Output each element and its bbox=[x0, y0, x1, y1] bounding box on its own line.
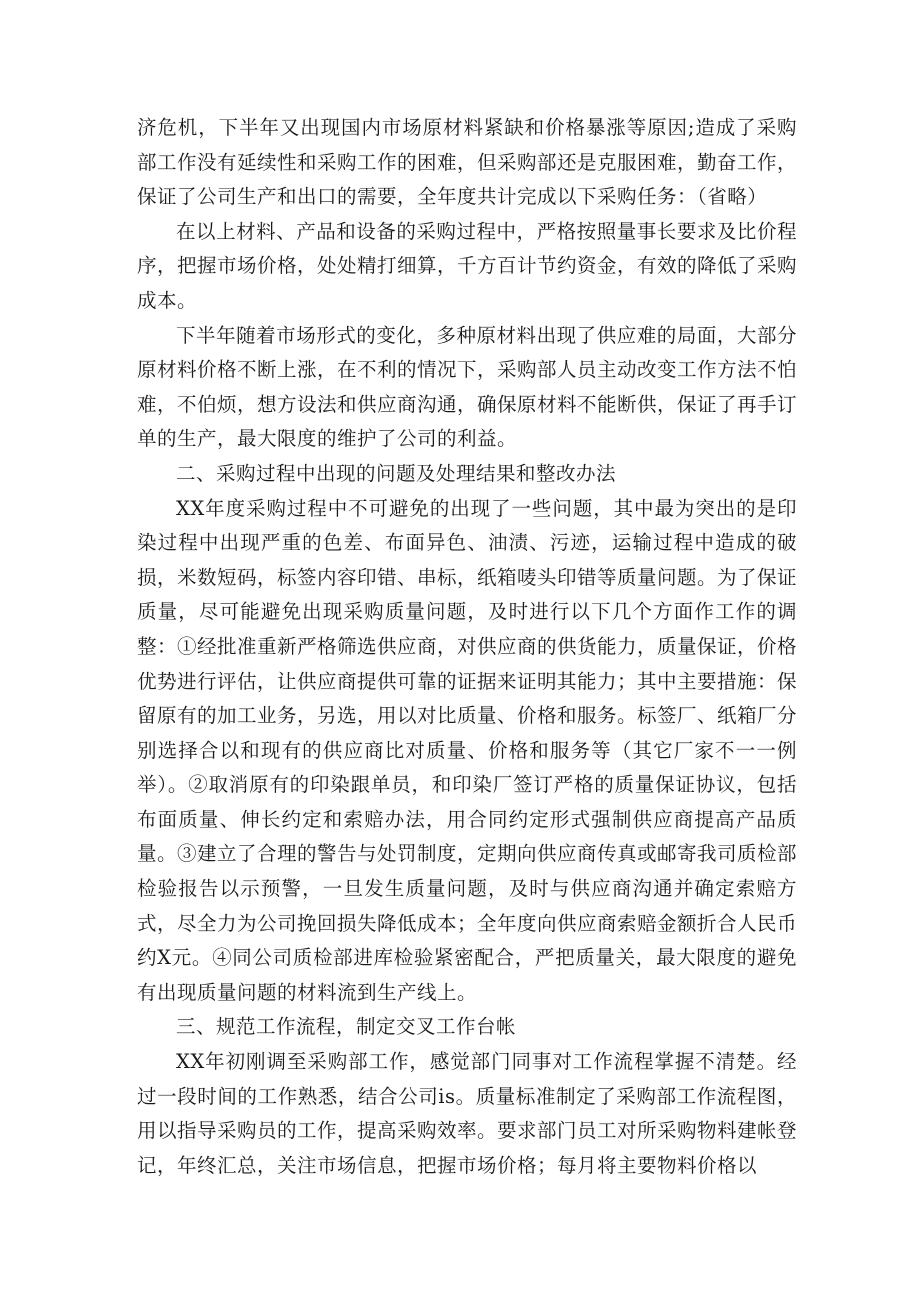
document-body bbox=[137, 111, 797, 1183]
paragraph-cost-control: 在以上材料、产品和设备的采购过程中，严格按照量事长要求及比价程序，把握市场价格，处处精打细算，千方百计节约资金，有效的降低了采购成本。 bbox=[137, 219, 798, 312]
section-heading-problems: 二、采购过程中出现的问题及处理结果和整改办法 bbox=[176, 461, 617, 485]
paragraph-workflow: XX年初刚调至采购部工作，感觉部门同事对工作流程掌握不清楚。经过一段时间的工作熟悉，结合公司is。质量标准制定了采购部工作流程图，用以指导采购员的工作，提高采购效率。要求部门员工对所采购物料建帐登记，年终汇总，关注市场信息，把握市场价格；每月将主要物料价格以 bbox=[137, 1050, 798, 1177]
paragraph-quality-issues: XX年度采购过程中不可避免的出现了一些问题，其中最为突出的是印染过程中出现严重的色差、布面异色、油渍、污迹，运输过程中造成的破损，米数短码，标签内容印错、串标，纸箱唛头印错等质量问题。为了保证质量，尽可能避免出现采购质量问题，及时进行以下几个方面作工作的调整：①经批准重新严格筛选供应商，对供应商的供货能力，质量保证，价格优势进行评估，让供应商提供可靠的证据来证明其能力；其中主要措施：保留原有的加工业务，另选，用以对比质量、价格和服务。标签厂、纸箱厂分别选择合以和现有的供应商比对质量、价格和服务等（其它厂家不一一例举）。②取消原有的印染跟单员，和印染厂签订严格的质量保证协议，包括布面质量、伸长约定和索赔办法，用合同约定形式强制供应商提高产品质量。③建立了合理的警告与处罚制度，定期向供应商传真或邮寄我司质检部检验报告以示预警，一旦发生质量问题，及时与供应商沟通并确定索赔方式，尽全力为公司挽回损失降低成本；全年度向供应商索赔金额折合人民币约X元。④同公司质检部进库检验紧密配合，严把质量关，最大限度的避免有出现质量问题的材料流到生产线上。 bbox=[137, 496, 798, 1004]
paragraph-market-change: 下半年随着市场形式的变化，多种原材料出现了供应难的局面，大部分原材料价格不断上涨，在不利的情况下，采购部人员主动改变工作方法不怕难，不伯烦，想方设法和供应商沟通，确保原材料不能断供，保证了再手订单的生产，最大限度的维护了公司的利益。 bbox=[137, 323, 798, 451]
section-heading-workflow: 三、规范工作流程，制定交叉工作台帐 bbox=[176, 1015, 517, 1039]
paragraph-continuation: 济危机，下半年又出现国内市场原材料紧缺和价格暴涨等原因;造成了采购部工作没有延续性和采购工作的困难，但采购部还是克服困难，勤奋工作，保证了公司生产和出口的需要，全年度共计完成以下采购任务：（省略） bbox=[137, 116, 798, 209]
